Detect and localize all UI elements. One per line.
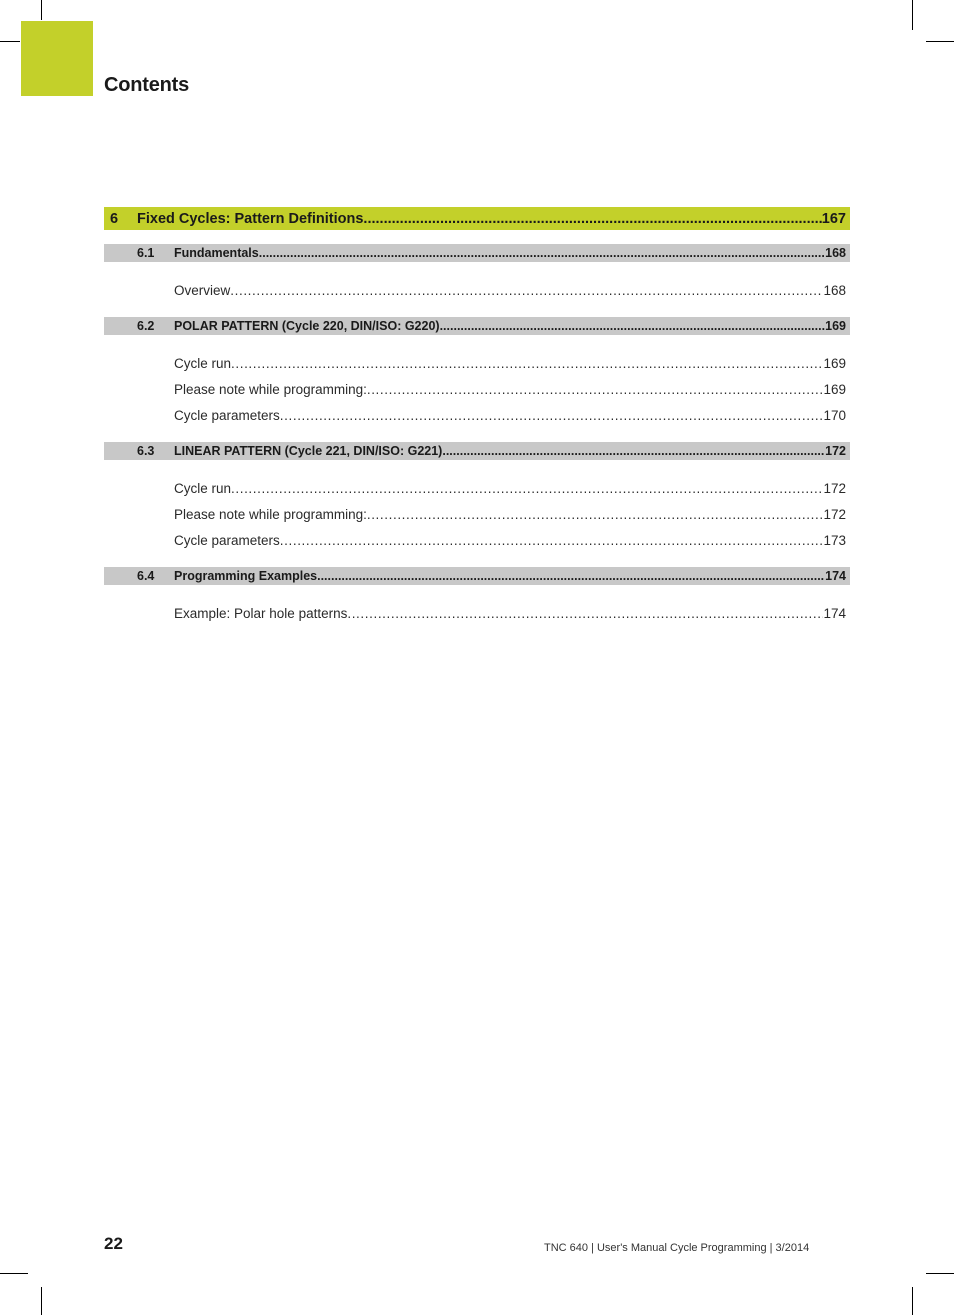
footer-text: TNC 640 | User's Manual Cycle Programming | 3/2014 [544, 1242, 810, 1254]
toc-entry[interactable] [104, 479, 850, 497]
crop-mark-tl-h [0, 41, 20, 42]
entry-title: Please note while programming: [174, 381, 367, 397]
entry-title: Cycle parameters [174, 532, 280, 548]
entry-page: 168 [823, 282, 846, 298]
section-page: 169 [825, 319, 846, 333]
section-title: Fundamentals [174, 246, 259, 260]
chapter-page: 167 [821, 210, 846, 227]
dot-leader [347, 606, 823, 621]
chapter-color-block [21, 21, 93, 96]
page-title: Contents [104, 74, 190, 96]
section-number: 6.1 [137, 246, 155, 260]
toc-entry[interactable] [104, 354, 850, 372]
toc-entry[interactable] [104, 604, 850, 622]
entry-title: Cycle run [174, 355, 232, 371]
toc-section-6-4[interactable] [104, 567, 850, 585]
toc-section-6-3[interactable] [104, 442, 850, 460]
toc-section-6-1[interactable] [104, 244, 850, 262]
dot-leader [367, 507, 824, 522]
section-page: 172 [825, 444, 846, 458]
entry-page: 170 [823, 407, 846, 423]
dot-leader [440, 319, 826, 333]
crop-mark-br-h [926, 1273, 954, 1274]
dot-leader [231, 481, 823, 496]
section-title: POLAR PATTERN (Cycle 220, DIN/ISO: G220) [174, 319, 440, 333]
entry-page: 169 [823, 355, 846, 371]
dot-leader [442, 444, 825, 458]
section-page: 168 [825, 246, 846, 260]
toc-entry[interactable] [104, 380, 850, 398]
dot-leader [367, 382, 824, 397]
section-number: 6.2 [137, 319, 155, 333]
entry-page: 172 [823, 480, 846, 496]
dot-leader [280, 533, 824, 548]
section-page: 174 [825, 569, 846, 583]
entry-title: Overview [174, 282, 231, 298]
dot-leader [259, 246, 825, 260]
entry-title: Example: Polar hole patterns [174, 605, 348, 621]
dot-leader [231, 356, 823, 371]
dot-leader [363, 211, 821, 227]
dot-leader [230, 283, 823, 298]
entry-title: Please note while programming: [174, 506, 367, 522]
entry-page: 174 [823, 605, 846, 621]
toc-chapter-6[interactable] [104, 207, 850, 230]
toc-entry[interactable] [104, 281, 850, 299]
entry-title: Cycle parameters [174, 407, 280, 423]
crop-mark-tr-h [926, 41, 954, 42]
entry-page: 173 [823, 532, 846, 548]
section-number: 6.4 [137, 569, 155, 583]
chapter-number: 6 [110, 210, 119, 227]
crop-mark-tl-v [41, 0, 42, 20]
entry-title: Cycle run [174, 480, 232, 496]
footer-page-number: 22 [104, 1234, 123, 1253]
section-number: 6.3 [137, 444, 155, 458]
crop-mark-bl-h [0, 1273, 28, 1274]
dot-leader [280, 408, 824, 423]
crop-mark-br-v [912, 1287, 913, 1315]
dot-leader [317, 569, 825, 583]
entry-page: 169 [823, 381, 846, 397]
crop-mark-tr-v [912, 0, 913, 30]
chapter-title: Fixed Cycles: Pattern Definitions [137, 210, 364, 227]
section-title: LINEAR PATTERN (Cycle 221, DIN/ISO: G221) [174, 444, 443, 458]
toc-entry[interactable] [104, 505, 850, 523]
toc-entry[interactable] [104, 406, 850, 424]
section-title: Programming Examples [174, 569, 318, 583]
entry-page: 172 [823, 506, 846, 522]
crop-mark-bl-v [41, 1287, 42, 1315]
toc-entry[interactable] [104, 531, 850, 549]
toc-section-6-2[interactable] [104, 317, 850, 335]
